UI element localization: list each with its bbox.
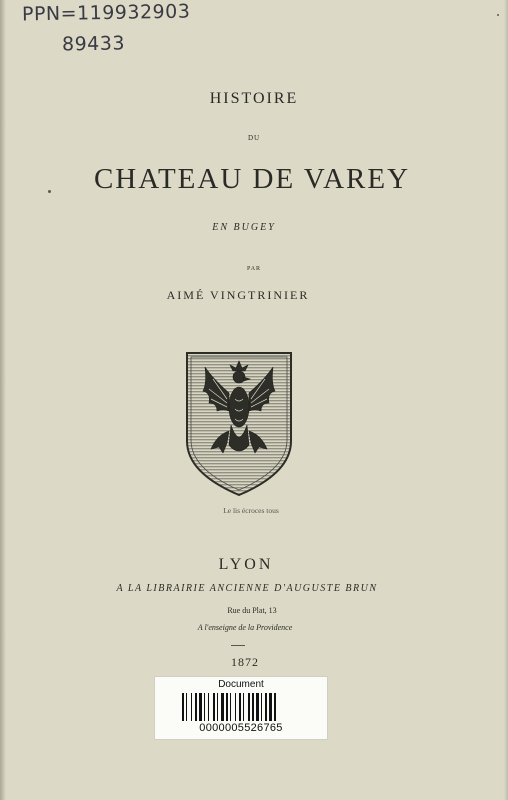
divider-rule	[231, 645, 245, 646]
coat-of-arms-eagle-shield-icon	[183, 349, 295, 499]
handwritten-ppn: PPN=119932903	[21, 0, 191, 26]
imprint-publisher: A LA LIBRAIRIE ANCIENNE D'AUGUSTE BRUN	[116, 583, 378, 594]
title-histoire: HISTOIRE	[209, 90, 299, 107]
handwritten-number: 89433	[61, 32, 126, 56]
author-name: AIMÉ VINGTRINIER	[166, 288, 310, 302]
barcode-icon	[182, 693, 300, 721]
barcode-number: 0000005526765	[199, 722, 283, 734]
book-title: CHATEAU DE VAREY	[93, 163, 411, 195]
imprint-sign: A l'enseigne de la Providence	[197, 623, 293, 632]
imprint-city: LYON	[218, 556, 274, 573]
imprint-address: Rue du Plat, 13	[227, 606, 277, 615]
page-edge-shadow	[0, 0, 6, 800]
by-word: PAR	[246, 266, 262, 272]
imprint-year: 1872	[231, 655, 259, 669]
title-du: DU	[247, 134, 261, 142]
book-subtitle: EN BUGEY	[212, 222, 276, 233]
illustration-caption: Le lis écroces tous	[223, 506, 279, 515]
ink-speck	[497, 14, 499, 16]
library-barcode-sticker	[154, 676, 328, 740]
sticker-label: Document	[218, 679, 264, 690]
page-edge-shadow-right	[504, 0, 508, 800]
